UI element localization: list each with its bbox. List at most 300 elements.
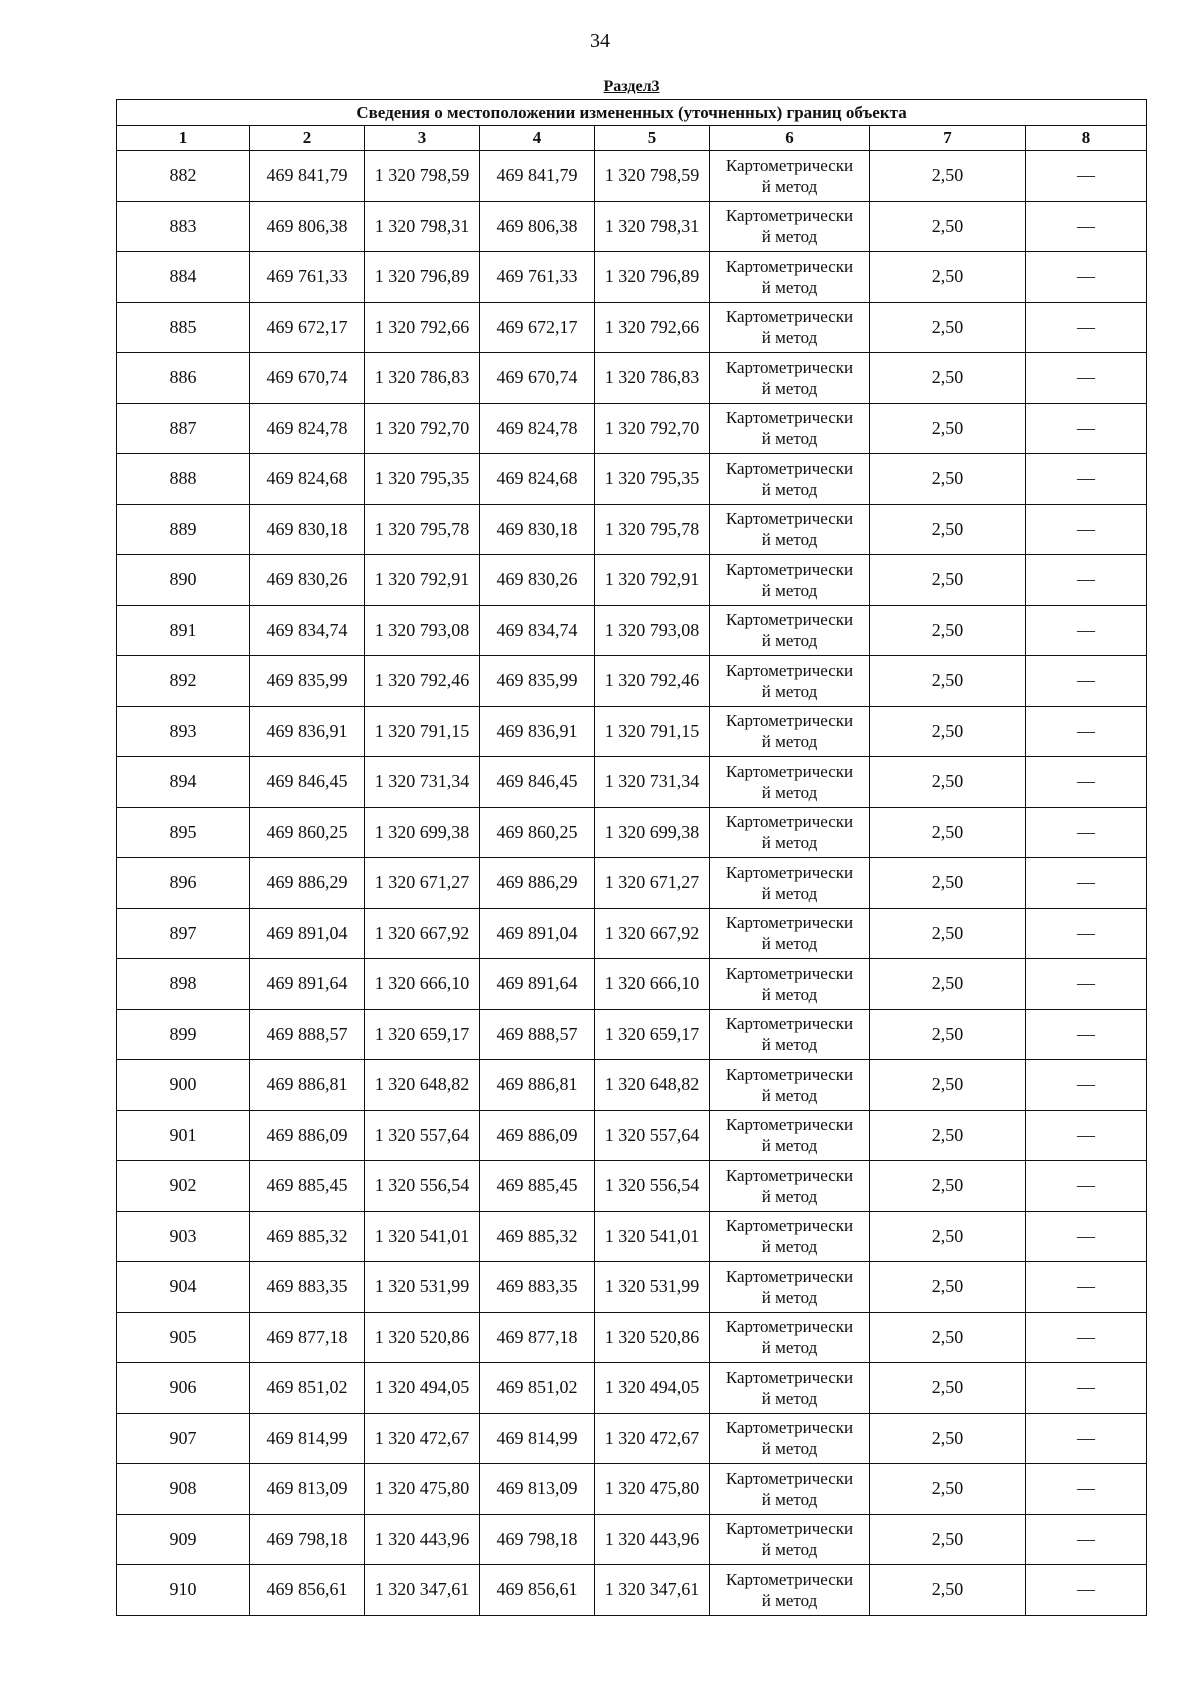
method-line-1: Картометрически (725, 1367, 854, 1387)
y-coordinate-cell: 1 320 347,61 (365, 1565, 480, 1616)
table-row (117, 1161, 1147, 1212)
x-coordinate-cell: 469 888,57 (250, 1009, 365, 1060)
method-line-2: й метод (761, 732, 818, 752)
accuracy-cell: 2,50 (870, 1161, 1026, 1212)
accuracy-cell: 2,50 (870, 858, 1026, 909)
x-refined-cell: 469 836,91 (480, 706, 595, 757)
method-line-1: Картометрически (725, 1317, 854, 1337)
y-refined-cell: 1 320 795,78 (595, 504, 710, 555)
description-cell: — (1026, 656, 1147, 707)
accuracy-cell: 2,50 (870, 959, 1026, 1010)
x-coordinate-cell: 469 670,74 (250, 353, 365, 404)
accuracy-cell: 2,50 (870, 555, 1026, 606)
accuracy-cell: 2,50 (870, 302, 1026, 353)
point-number-cell: 902 (117, 1161, 250, 1212)
point-number-cell: 910 (117, 1565, 250, 1616)
x-refined-cell: 469 891,64 (480, 959, 595, 1010)
table-row (117, 403, 1147, 454)
table-row (117, 807, 1147, 858)
description-cell: — (1026, 757, 1147, 808)
y-refined-cell: 1 320 520,86 (595, 1312, 710, 1363)
method-line-2: й метод (761, 1186, 818, 1206)
x-coordinate-cell: 469 891,64 (250, 959, 365, 1010)
description-cell: — (1026, 504, 1147, 555)
method-line-2: й метод (761, 1540, 818, 1560)
method-line-2: й метод (761, 631, 818, 651)
table-row (117, 151, 1147, 202)
method-cell (710, 706, 870, 757)
x-coordinate-cell: 469 798,18 (250, 1514, 365, 1565)
x-refined-cell: 469 851,02 (480, 1363, 595, 1414)
method-cell (710, 454, 870, 505)
point-number-cell: 900 (117, 1060, 250, 1111)
y-refined-cell: 1 320 648,82 (595, 1060, 710, 1111)
method-cell (710, 1312, 870, 1363)
point-number-cell: 906 (117, 1363, 250, 1414)
y-coordinate-cell: 1 320 791,15 (365, 706, 480, 757)
x-refined-cell: 469 813,09 (480, 1464, 595, 1515)
description-cell: — (1026, 1514, 1147, 1565)
method-line-1: Картометрически (725, 509, 854, 529)
description-cell: — (1026, 605, 1147, 656)
accuracy-cell: 2,50 (870, 1312, 1026, 1363)
table-row (117, 1312, 1147, 1363)
table-row (117, 858, 1147, 909)
y-refined-cell: 1 320 796,89 (595, 252, 710, 303)
x-refined-cell: 469 814,99 (480, 1413, 595, 1464)
y-coordinate-cell: 1 320 793,08 (365, 605, 480, 656)
accuracy-cell: 2,50 (870, 1565, 1026, 1616)
accuracy-cell: 2,50 (870, 1060, 1026, 1111)
y-coordinate-cell: 1 320 795,78 (365, 504, 480, 555)
table-row (117, 757, 1147, 808)
x-coordinate-cell: 469 834,74 (250, 605, 365, 656)
x-refined-cell: 469 888,57 (480, 1009, 595, 1060)
x-coordinate-cell: 469 836,91 (250, 706, 365, 757)
y-refined-cell: 1 320 795,35 (595, 454, 710, 505)
x-coordinate-cell: 469 824,78 (250, 403, 365, 454)
method-cell (710, 858, 870, 909)
accuracy-cell: 2,50 (870, 353, 1026, 404)
description-cell: — (1026, 403, 1147, 454)
x-refined-cell: 469 877,18 (480, 1312, 595, 1363)
table-row (117, 656, 1147, 707)
table-row (117, 1514, 1147, 1565)
method-line-1: Картометрически (725, 1216, 854, 1236)
y-refined-cell: 1 320 792,91 (595, 555, 710, 606)
point-number-cell: 890 (117, 555, 250, 606)
y-refined-cell: 1 320 798,31 (595, 201, 710, 252)
x-refined-cell: 469 835,99 (480, 656, 595, 707)
x-refined-cell: 469 886,29 (480, 858, 595, 909)
accuracy-cell: 2,50 (870, 1211, 1026, 1262)
point-number-cell: 883 (117, 201, 250, 252)
y-coordinate-cell: 1 320 541,01 (365, 1211, 480, 1262)
point-number-cell: 909 (117, 1514, 250, 1565)
description-cell: — (1026, 908, 1147, 959)
table-body (117, 151, 1147, 1616)
method-line-2: й метод (761, 782, 818, 802)
x-refined-cell: 469 841,79 (480, 151, 595, 202)
table-row (117, 1060, 1147, 1111)
y-coordinate-cell: 1 320 667,92 (365, 908, 480, 959)
method-cell (710, 1464, 870, 1515)
y-coordinate-cell: 1 320 795,35 (365, 454, 480, 505)
y-refined-cell: 1 320 494,05 (595, 1363, 710, 1414)
section-title: Сведения о местоположении измененных (уточненных) границ объекта (117, 100, 1147, 126)
y-coordinate-cell: 1 320 666,10 (365, 959, 480, 1010)
point-number-cell: 892 (117, 656, 250, 707)
method-line-2: й метод (761, 883, 818, 903)
table-row (117, 1009, 1147, 1060)
x-refined-cell: 469 798,18 (480, 1514, 595, 1565)
point-number-cell: 893 (117, 706, 250, 757)
accuracy-cell: 2,50 (870, 1262, 1026, 1313)
point-number-cell: 899 (117, 1009, 250, 1060)
y-refined-cell: 1 320 792,66 (595, 302, 710, 353)
x-refined-cell: 469 883,35 (480, 1262, 595, 1313)
x-refined-cell: 469 830,18 (480, 504, 595, 555)
description-cell: — (1026, 454, 1147, 505)
x-coordinate-cell: 469 886,29 (250, 858, 365, 909)
method-line-1: Картометрически (725, 1115, 854, 1135)
description-cell: — (1026, 1262, 1147, 1313)
y-coordinate-cell: 1 320 556,54 (365, 1161, 480, 1212)
section-label: Раздел3 (603, 78, 660, 95)
accuracy-cell: 2,50 (870, 201, 1026, 252)
accuracy-cell: 2,50 (870, 504, 1026, 555)
method-line-2: й метод (761, 984, 818, 1004)
column-header: 3 (365, 126, 480, 151)
point-number-cell: 891 (117, 605, 250, 656)
accuracy-cell: 2,50 (870, 908, 1026, 959)
y-refined-cell: 1 320 667,92 (595, 908, 710, 959)
column-header: 1 (117, 126, 250, 151)
x-coordinate-cell: 469 835,99 (250, 656, 365, 707)
x-coordinate-cell: 469 886,09 (250, 1110, 365, 1161)
point-number-cell: 908 (117, 1464, 250, 1515)
accuracy-cell: 2,50 (870, 1514, 1026, 1565)
y-coordinate-cell: 1 320 671,27 (365, 858, 480, 909)
x-refined-cell: 469 806,38 (480, 201, 595, 252)
y-coordinate-cell: 1 320 531,99 (365, 1262, 480, 1313)
x-coordinate-cell: 469 885,32 (250, 1211, 365, 1262)
x-refined-cell: 469 670,74 (480, 353, 595, 404)
x-refined-cell: 469 830,26 (480, 555, 595, 606)
method-line-1: Картометрически (725, 1064, 854, 1084)
column-header: 6 (710, 126, 870, 151)
description-cell: — (1026, 151, 1147, 202)
table-row (117, 201, 1147, 252)
table-row (117, 1464, 1147, 1515)
method-line-2: й метод (761, 1237, 818, 1257)
y-coordinate-cell: 1 320 792,46 (365, 656, 480, 707)
method-cell (710, 1161, 870, 1212)
boundary-coordinates-table (116, 79, 1147, 1616)
accuracy-cell: 2,50 (870, 1413, 1026, 1464)
point-number-cell: 897 (117, 908, 250, 959)
x-refined-cell: 469 886,09 (480, 1110, 595, 1161)
x-coordinate-cell: 469 846,45 (250, 757, 365, 808)
x-coordinate-cell: 469 813,09 (250, 1464, 365, 1515)
method-cell (710, 1060, 870, 1111)
method-line-1: Картометрически (725, 357, 854, 377)
table-row (117, 353, 1147, 404)
method-line-1: Картометрически (725, 711, 854, 731)
description-cell: — (1026, 959, 1147, 1010)
y-refined-cell: 1 320 792,46 (595, 656, 710, 707)
method-line-2: й метод (761, 530, 818, 550)
method-cell (710, 1211, 870, 1262)
method-line-2: й метод (761, 1035, 818, 1055)
method-line-2: й метод (761, 1388, 818, 1408)
method-line-2: й метод (761, 277, 818, 297)
point-number-cell: 887 (117, 403, 250, 454)
table-row (117, 605, 1147, 656)
accuracy-cell: 2,50 (870, 454, 1026, 505)
point-number-cell: 905 (117, 1312, 250, 1363)
x-refined-cell: 469 824,78 (480, 403, 595, 454)
accuracy-cell: 2,50 (870, 656, 1026, 707)
method-cell (710, 656, 870, 707)
method-line-1: Картометрически (725, 206, 854, 226)
accuracy-cell: 2,50 (870, 403, 1026, 454)
x-refined-cell: 469 891,04 (480, 908, 595, 959)
description-cell: — (1026, 555, 1147, 606)
description-cell: — (1026, 1110, 1147, 1161)
x-refined-cell: 469 834,74 (480, 605, 595, 656)
y-refined-cell: 1 320 472,67 (595, 1413, 710, 1464)
point-number-cell: 896 (117, 858, 250, 909)
method-line-1: Картометрически (725, 963, 854, 983)
y-coordinate-cell: 1 320 792,91 (365, 555, 480, 606)
table-row (117, 504, 1147, 555)
y-refined-cell: 1 320 798,59 (595, 151, 710, 202)
y-refined-cell: 1 320 731,34 (595, 757, 710, 808)
accuracy-cell: 2,50 (870, 1009, 1026, 1060)
y-coordinate-cell: 1 320 520,86 (365, 1312, 480, 1363)
method-line-1: Картометрически (725, 458, 854, 478)
column-number-row (117, 126, 1147, 151)
method-line-1: Картометрически (725, 1165, 854, 1185)
y-refined-cell: 1 320 531,99 (595, 1262, 710, 1313)
y-refined-cell: 1 320 666,10 (595, 959, 710, 1010)
method-line-2: й метод (761, 227, 818, 247)
table-row (117, 555, 1147, 606)
method-line-1: Картометрически (725, 307, 854, 327)
point-number-cell: 907 (117, 1413, 250, 1464)
x-coordinate-cell: 469 830,18 (250, 504, 365, 555)
x-coordinate-cell: 469 806,38 (250, 201, 365, 252)
point-number-cell: 895 (117, 807, 250, 858)
description-cell: — (1026, 1009, 1147, 1060)
method-line-2: й метод (761, 1136, 818, 1156)
y-refined-cell: 1 320 475,80 (595, 1464, 710, 1515)
method-line-1: Картометрически (725, 1468, 854, 1488)
point-number-cell: 898 (117, 959, 250, 1010)
table-row (117, 1413, 1147, 1464)
description-cell: — (1026, 1161, 1147, 1212)
method-line-2: й метод (761, 1085, 818, 1105)
accuracy-cell: 2,50 (870, 605, 1026, 656)
method-cell (710, 403, 870, 454)
method-cell (710, 959, 870, 1010)
method-line-2: й метод (761, 328, 818, 348)
description-cell: — (1026, 807, 1147, 858)
point-number-cell: 904 (117, 1262, 250, 1313)
x-refined-cell: 469 672,17 (480, 302, 595, 353)
method-line-2: й метод (761, 934, 818, 954)
method-line-1: Картометрически (725, 862, 854, 882)
method-line-1: Картометрически (725, 1418, 854, 1438)
column-header: 7 (870, 126, 1026, 151)
accuracy-cell: 2,50 (870, 1464, 1026, 1515)
x-coordinate-cell: 469 830,26 (250, 555, 365, 606)
y-refined-cell: 1 320 791,15 (595, 706, 710, 757)
x-refined-cell: 469 885,45 (480, 1161, 595, 1212)
y-coordinate-cell: 1 320 786,83 (365, 353, 480, 404)
method-line-1: Картометрически (725, 660, 854, 680)
description-cell: — (1026, 201, 1147, 252)
point-number-cell: 894 (117, 757, 250, 808)
method-cell (710, 201, 870, 252)
method-line-2: й метод (761, 1489, 818, 1509)
y-coordinate-cell: 1 320 494,05 (365, 1363, 480, 1414)
method-line-2: й метод (761, 176, 818, 196)
table-row (117, 908, 1147, 959)
x-refined-cell: 469 856,61 (480, 1565, 595, 1616)
table-row (117, 1363, 1147, 1414)
accuracy-cell: 2,50 (870, 252, 1026, 303)
method-cell (710, 151, 870, 202)
table-row (117, 302, 1147, 353)
method-cell (710, 757, 870, 808)
description-cell: — (1026, 1211, 1147, 1262)
y-refined-cell: 1 320 786,83 (595, 353, 710, 404)
x-coordinate-cell: 469 860,25 (250, 807, 365, 858)
x-refined-cell: 469 846,45 (480, 757, 595, 808)
page-number: 34 (590, 30, 610, 52)
point-number-cell: 882 (117, 151, 250, 202)
table-row (117, 1110, 1147, 1161)
x-coordinate-cell: 469 841,79 (250, 151, 365, 202)
x-coordinate-cell: 469 856,61 (250, 1565, 365, 1616)
y-coordinate-cell: 1 320 443,96 (365, 1514, 480, 1565)
y-refined-cell: 1 320 792,70 (595, 403, 710, 454)
method-line-1: Картометрически (725, 761, 854, 781)
method-cell (710, 1514, 870, 1565)
y-refined-cell: 1 320 347,61 (595, 1565, 710, 1616)
y-refined-cell: 1 320 556,54 (595, 1161, 710, 1212)
point-number-cell: 889 (117, 504, 250, 555)
accuracy-cell: 2,50 (870, 1363, 1026, 1414)
y-coordinate-cell: 1 320 792,70 (365, 403, 480, 454)
point-number-cell: 888 (117, 454, 250, 505)
method-cell (710, 1009, 870, 1060)
method-cell (710, 605, 870, 656)
method-cell (710, 1262, 870, 1313)
x-coordinate-cell: 469 672,17 (250, 302, 365, 353)
x-coordinate-cell: 469 851,02 (250, 1363, 365, 1414)
method-cell (710, 1565, 870, 1616)
method-line-2: й метод (761, 1590, 818, 1610)
method-cell (710, 1413, 870, 1464)
method-line-2: й метод (761, 1439, 818, 1459)
accuracy-cell: 2,50 (870, 1110, 1026, 1161)
method-line-2: й метод (761, 833, 818, 853)
method-line-1: Картометрически (725, 1519, 854, 1539)
description-cell: — (1026, 1060, 1147, 1111)
x-refined-cell: 469 860,25 (480, 807, 595, 858)
y-coordinate-cell: 1 320 475,80 (365, 1464, 480, 1515)
method-cell (710, 908, 870, 959)
point-number-cell: 886 (117, 353, 250, 404)
x-coordinate-cell: 469 883,35 (250, 1262, 365, 1313)
y-refined-cell: 1 320 443,96 (595, 1514, 710, 1565)
x-coordinate-cell: 469 877,18 (250, 1312, 365, 1363)
x-coordinate-cell: 469 891,04 (250, 908, 365, 959)
method-line-2: й метод (761, 580, 818, 600)
method-line-2: й метод (761, 681, 818, 701)
table-row (117, 706, 1147, 757)
table-row (117, 454, 1147, 505)
description-cell: — (1026, 1413, 1147, 1464)
y-coordinate-cell: 1 320 659,17 (365, 1009, 480, 1060)
x-coordinate-cell: 469 886,81 (250, 1060, 365, 1111)
y-coordinate-cell: 1 320 798,59 (365, 151, 480, 202)
method-cell (710, 252, 870, 303)
description-cell: — (1026, 252, 1147, 303)
point-number-cell: 903 (117, 1211, 250, 1262)
description-cell: — (1026, 1464, 1147, 1515)
method-line-1: Картометрически (725, 559, 854, 579)
x-coordinate-cell: 469 761,33 (250, 252, 365, 303)
description-cell: — (1026, 1565, 1147, 1616)
y-coordinate-cell: 1 320 798,31 (365, 201, 480, 252)
accuracy-cell: 2,50 (870, 807, 1026, 858)
method-line-2: й метод (761, 479, 818, 499)
accuracy-cell: 2,50 (870, 757, 1026, 808)
description-cell: — (1026, 706, 1147, 757)
y-refined-cell: 1 320 541,01 (595, 1211, 710, 1262)
y-coordinate-cell: 1 320 796,89 (365, 252, 480, 303)
y-coordinate-cell: 1 320 699,38 (365, 807, 480, 858)
description-cell: — (1026, 1363, 1147, 1414)
method-line-1: Картометрически (725, 155, 854, 175)
method-cell (710, 353, 870, 404)
method-line-1: Картометрически (725, 913, 854, 933)
table-row (117, 252, 1147, 303)
y-refined-cell: 1 320 659,17 (595, 1009, 710, 1060)
method-line-1: Картометрически (725, 1569, 854, 1589)
y-refined-cell: 1 320 671,27 (595, 858, 710, 909)
y-refined-cell: 1 320 557,64 (595, 1110, 710, 1161)
y-coordinate-cell: 1 320 557,64 (365, 1110, 480, 1161)
point-number-cell: 884 (117, 252, 250, 303)
method-line-2: й метод (761, 378, 818, 398)
method-cell (710, 504, 870, 555)
description-cell: — (1026, 1312, 1147, 1363)
method-line-2: й метод (761, 1338, 818, 1358)
x-refined-cell: 469 886,81 (480, 1060, 595, 1111)
description-cell: — (1026, 858, 1147, 909)
x-refined-cell: 469 824,68 (480, 454, 595, 505)
method-line-1: Картометрически (725, 1266, 854, 1286)
method-cell (710, 807, 870, 858)
x-refined-cell: 469 885,32 (480, 1211, 595, 1262)
method-cell (710, 302, 870, 353)
description-cell: — (1026, 353, 1147, 404)
